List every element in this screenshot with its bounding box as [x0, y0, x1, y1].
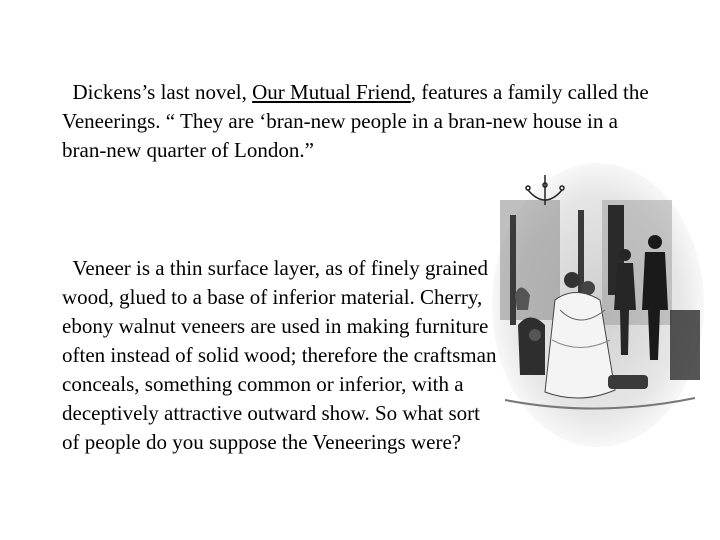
intro-paragraph	[62, 78, 662, 165]
victorian-family-illustration	[490, 160, 705, 450]
novel-title: Our Mutual Friend	[252, 80, 411, 104]
intro-text-end: , features a family called the Veneerings. “ They are ‘bran-new people in a bran-new house in a bran-new quarter of London.”	[62, 80, 649, 162]
intro-text-start: Dickens’s last novel,	[62, 80, 253, 104]
veneer-paragraph: Veneer is a thin surface layer, as of finely grained wood, glued to a base of inferior material. Cherry, ebony walnut veneers are used in making furniture often instead of solid wood; therefore the craftsman conceals, something common or inferior, with a deceptively attractive outward show. So what sort of people do you suppose the Veneerings were?	[62, 256, 497, 454]
